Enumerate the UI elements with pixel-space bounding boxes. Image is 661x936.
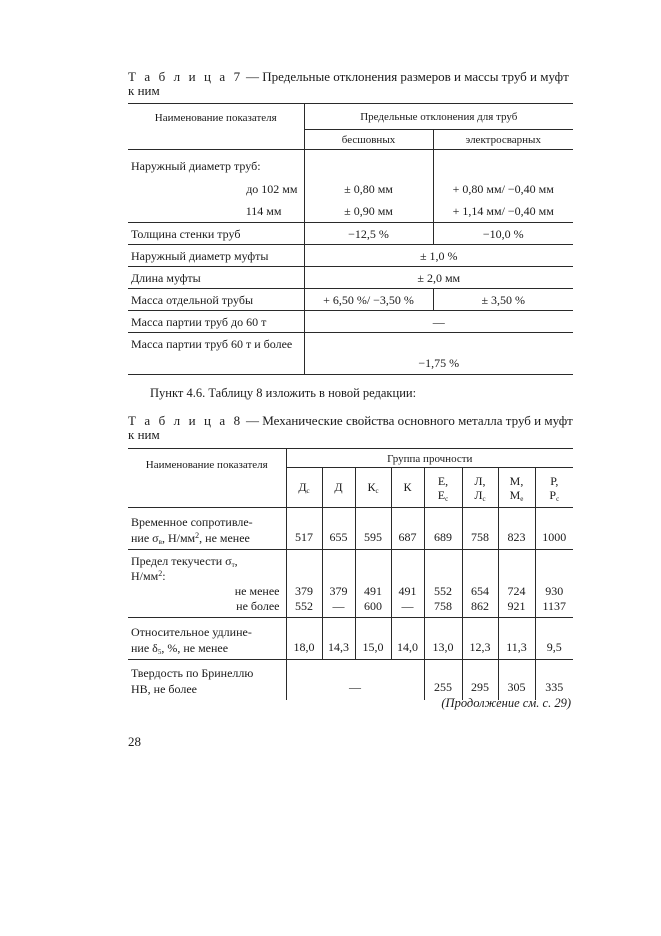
t7-wall-welded: −10,0 % [433, 223, 573, 245]
table7-caption-label: Т а б л и ц а 7 [128, 69, 243, 84]
t8-tensile-value: 689 [424, 508, 462, 550]
t7-pipe-mass-label: Масса отдельной трубы [128, 289, 304, 311]
table8-caption-text: — Механические свойства основного металла труб и муфт к ним [128, 413, 573, 442]
t7-lot-mass-small-value: — [304, 311, 573, 333]
t7-lot-mass-large-label: Масса партии труб 60 т и более [128, 333, 304, 375]
t7-upto102-label: до 102 мм [128, 178, 304, 200]
table7-header-name: Наименование показателя [128, 104, 304, 150]
t7-upto102-seamless: ± 0,80 мм [304, 178, 433, 200]
t8-tensile-label: Временное сопротивле- ние $\sigma_в$, $Н/мм^2$, не менее [128, 508, 286, 550]
t7-d114-welded: + 1,14 мм/ −0,40 мм [433, 200, 573, 223]
t8-tensile-value: 517 [286, 508, 322, 550]
t7-coupling-len-label: Длина муфты [128, 267, 304, 289]
page-number: 28 [128, 734, 141, 749]
t8-tensile-value: 1000 [535, 508, 573, 550]
table8-header-name: Наименование показателя [128, 449, 286, 508]
group-ks: $К_с$ [355, 468, 391, 508]
t8-yield-values: 654 862 [462, 550, 498, 618]
t8-hardness-value: 305 [498, 660, 535, 700]
t8-yield-values: 379 — [322, 550, 355, 618]
t8-yield-values: 491 — [391, 550, 424, 618]
table8 [128, 448, 573, 700]
t7-d114-label: 114 мм [128, 200, 304, 223]
t8-tensile-value: 758 [462, 508, 498, 550]
t7-upto102-welded: + 0,80 мм/ −0,40 мм [433, 178, 573, 200]
group-l: Л, $Л_с$ [462, 468, 498, 508]
t7-coupling-diam-label: Наружный диаметр муфты [128, 245, 304, 267]
t8-elongation-value: 13,0 [424, 618, 462, 660]
t8-elongation-value: 14,0 [391, 618, 424, 660]
group-r: Р, $Р_с$ [535, 468, 573, 508]
t8-hardness-value: 335 [535, 660, 573, 700]
t8-tensile-value: 687 [391, 508, 424, 550]
table7-caption-text: — Предельные отклонения размеров и массы труб и муфт к ним [128, 69, 569, 98]
group-d: Д [322, 468, 355, 508]
t8-elongation-value: 9,5 [535, 618, 573, 660]
t8-elongation-label: Относительное удлине- ние $\delta_5$, %, не менее [128, 618, 286, 660]
t7-coupling-len-value: ± 2,0 мм [304, 267, 573, 289]
t7-wall-label: Толщина стенки труб [128, 223, 304, 245]
t8-hardness-value: 295 [462, 660, 498, 700]
t8-yield-values: 724 921 [498, 550, 535, 618]
t8-yield-max-label: не более [236, 599, 280, 613]
t8-elongation-value: 15,0 [355, 618, 391, 660]
t8-elongation-value: 14,3 [322, 618, 355, 660]
t7-pipe-mass-welded: ± 3,50 % [433, 289, 573, 311]
t7-d114-seamless: ± 0,90 мм [304, 200, 433, 223]
t7-lot-mass-small-label: Масса партии труб до 60 т [128, 311, 304, 333]
group-e: Е, $Е_с$ [424, 468, 462, 508]
t7-pipe-mass-seamless: + 6,50 %/ −3,50 % [304, 289, 433, 311]
table7-header-welded: электросварных [433, 130, 573, 150]
t7-outer-diameter-label: Наружный диаметр труб: [128, 150, 304, 178]
table7 [128, 103, 573, 375]
t8-yield-min-label: не менее [234, 584, 280, 598]
t8-hardness-label: Твердость по Бринеллю НВ, не более [128, 660, 286, 700]
t7-coupling-diam-value: ± 1,0 % [304, 245, 573, 267]
table8-caption [128, 414, 573, 442]
t8-hardness-value: 255 [424, 660, 462, 700]
t8-tensile-value: 595 [355, 508, 391, 550]
t7-lot-mass-large-value: −1,75 % [304, 333, 573, 375]
t8-elongation-value: 18,0 [286, 618, 322, 660]
group-ds: $Д_с$ [286, 468, 322, 508]
t8-tensile-value: 823 [498, 508, 535, 550]
t8-yield-values: 930 1137 [535, 550, 573, 618]
t8-yield-values: 379 552 [286, 550, 322, 618]
table7-header-deviation: Предельные отклонения для труб [304, 104, 573, 130]
table7-header-seamless: бесшовных [304, 130, 433, 150]
group-k: К [391, 468, 424, 508]
t8-yield-label: Предел текучести $\sigma_т$, $Н/мм^2$: не менее не более [128, 550, 286, 618]
t8-elongation-value: 11,3 [498, 618, 535, 660]
continuation-note: (Продолжение см. с. 29) [441, 696, 571, 710]
paragraph-item-4-6: Пункт 4.6. Таблицу 8 изложить в новой редакции: [150, 386, 417, 400]
group-m: М, $М_е$ [498, 468, 535, 508]
table7-caption [128, 70, 573, 98]
table8-header-group: Группа прочности [286, 449, 573, 468]
table8-caption-label: Т а б л и ц а 8 [128, 413, 243, 428]
t8-hardness-dash: — [286, 660, 424, 700]
t8-elongation-value: 12,3 [462, 618, 498, 660]
t8-tensile-value: 655 [322, 508, 355, 550]
t8-yield-values: 552 758 [424, 550, 462, 618]
t8-yield-values: 491 600 [355, 550, 391, 618]
t7-wall-seamless: −12,5 % [304, 223, 433, 245]
